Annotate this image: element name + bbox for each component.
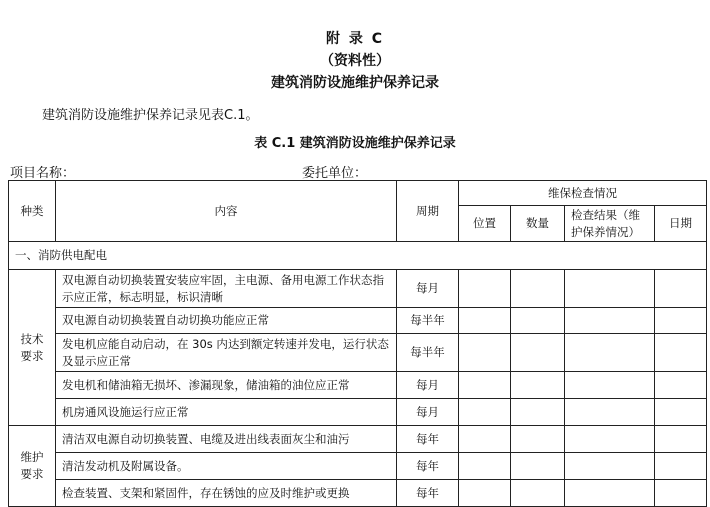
maintenance-record-table — [8, 180, 707, 507]
header-content: 内容 — [56, 181, 397, 242]
appendix-title: 建筑消防设施维护保养记录 — [271, 75, 439, 91]
appendix-type: （资料性） — [320, 53, 390, 69]
result-cell[interactable] — [565, 372, 655, 399]
project-name-label: 项目名称： — [10, 166, 76, 181]
header-result: 检查结果（维护保养情况） — [565, 206, 655, 242]
quantity-cell[interactable] — [511, 480, 565, 507]
header-period: 周期 — [397, 181, 459, 242]
table-row — [9, 453, 707, 480]
location-cell[interactable] — [459, 372, 511, 399]
quantity-cell[interactable] — [511, 399, 565, 426]
date-cell[interactable] — [655, 426, 707, 453]
row-period: 每半年 — [397, 308, 459, 334]
row-content: 发电机应能自动启动，在 30s 内达到额定转速并发电，运行状态及显示应正常 — [56, 334, 397, 372]
header-date: 日期 — [655, 206, 707, 242]
date-cell[interactable] — [655, 270, 707, 308]
quantity-cell[interactable] — [511, 270, 565, 308]
row-content: 检查装置、支架和紧固件，存在锈蚀的应及时维护或更换 — [56, 480, 397, 507]
date-cell[interactable] — [655, 308, 707, 334]
header-quantity: 数量 — [511, 206, 565, 242]
section-power-supply: 一、消防供电配电 — [9, 242, 707, 270]
row-period: 每年 — [397, 426, 459, 453]
date-cell[interactable] — [655, 334, 707, 372]
row-period: 每半年 — [397, 334, 459, 372]
table-caption: 表 C.1 建筑消防设施维护保养记录 — [254, 136, 456, 151]
date-cell[interactable] — [655, 399, 707, 426]
row-period: 每年 — [397, 453, 459, 480]
date-cell[interactable] — [655, 372, 707, 399]
location-cell[interactable] — [459, 480, 511, 507]
result-cell[interactable] — [565, 270, 655, 308]
location-cell[interactable] — [459, 334, 511, 372]
table-row — [9, 334, 707, 372]
date-cell[interactable] — [655, 453, 707, 480]
result-cell[interactable] — [565, 308, 655, 334]
table-row — [9, 308, 707, 334]
row-period: 每年 — [397, 480, 459, 507]
row-content: 双电源自动切换装置自动切换功能应正常 — [56, 308, 397, 334]
row-content: 双电源自动切换装置安装应牢固，主电源、备用电源工作状态指示应正常，标志明显，标识清晰 — [56, 270, 397, 308]
client-unit-label: 委托单位： — [302, 166, 368, 181]
appendix-heading: 附 录 C — [325, 31, 385, 47]
table-row — [9, 426, 707, 453]
category-technical: 技术要求 — [9, 270, 56, 426]
table-row — [9, 399, 707, 426]
row-content: 发电机和储油箱无损坏、渗漏现象，储油箱的油位应正常 — [56, 372, 397, 399]
quantity-cell[interactable] — [511, 308, 565, 334]
location-cell[interactable] — [459, 308, 511, 334]
header-category: 种类 — [9, 181, 56, 242]
location-cell[interactable] — [459, 399, 511, 426]
date-cell[interactable] — [655, 480, 707, 507]
row-content: 清洁双电源自动切换装置、电缆及进出线表面灰尘和油污 — [56, 426, 397, 453]
row-period: 每月 — [397, 270, 459, 308]
table-row — [9, 372, 707, 399]
row-period: 每月 — [397, 372, 459, 399]
intro-text: 建筑消防设施维护保养记录见表C.1。 — [42, 108, 259, 123]
header-check-group: 维保检查情况 — [459, 181, 707, 206]
location-cell[interactable] — [459, 270, 511, 308]
result-cell[interactable] — [565, 453, 655, 480]
category-maintenance: 维护要求 — [9, 426, 56, 507]
header-location: 位置 — [459, 206, 511, 242]
location-cell[interactable] — [459, 426, 511, 453]
result-cell[interactable] — [565, 480, 655, 507]
result-cell[interactable] — [565, 399, 655, 426]
quantity-cell[interactable] — [511, 453, 565, 480]
row-content: 清洁发动机及附属设备。 — [56, 453, 397, 480]
result-cell[interactable] — [565, 334, 655, 372]
quantity-cell[interactable] — [511, 426, 565, 453]
table-row — [9, 480, 707, 507]
result-cell[interactable] — [565, 426, 655, 453]
table-row — [9, 270, 707, 308]
quantity-cell[interactable] — [511, 372, 565, 399]
location-cell[interactable] — [459, 453, 511, 480]
row-period: 每月 — [397, 399, 459, 426]
row-content: 机房通风设施运行应正常 — [56, 399, 397, 426]
quantity-cell[interactable] — [511, 334, 565, 372]
